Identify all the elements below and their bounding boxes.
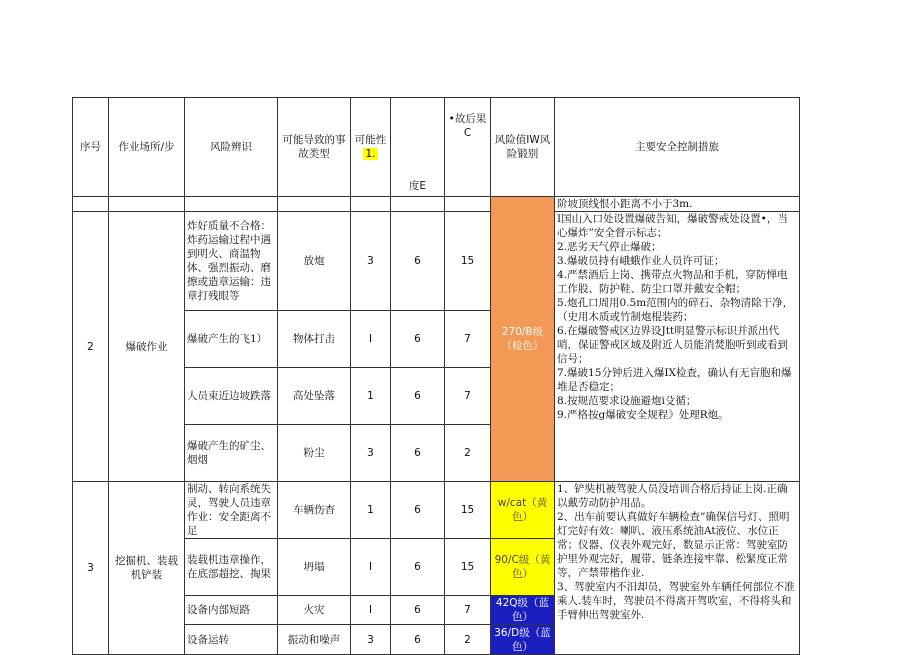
consequence-value: 15 xyxy=(445,539,491,596)
risk-text: 装载机违章操作，在底部超挖、掏果 xyxy=(185,539,278,596)
measure-item: I国山入口处设置爆破告知，爆破警戒处设置•，当心爆炸”安全督示标志； xyxy=(557,213,788,239)
level-badge: 90/C级（黄色） xyxy=(491,539,555,596)
site-name: 挖掘机、装载机铲装 xyxy=(109,482,185,655)
control-measures xyxy=(555,482,800,655)
measure-item: 5.炮孔口周用0.5m范围内的碎石、杂物清除干净，（史用木质或竹制炮棍装药； xyxy=(557,297,794,323)
likelihood-value: 1 xyxy=(351,482,391,539)
risk-text: 爆破产生的矿尘、烟烟 xyxy=(185,425,278,482)
measure-item: 8.按规范要求设施避炮i殳循； xyxy=(557,395,697,407)
accident-type: 坍塌 xyxy=(278,539,351,596)
likelihood-value: 3 xyxy=(351,212,391,311)
measure-item: 6.在爆破警戒区边界设Jtt明显警示标识并派出代哨，保证警戒区域及附近人员能消焚胞听到或看到信号； xyxy=(557,325,788,365)
accident-type: 放炮 xyxy=(278,212,351,311)
risk-text: 设备内部短路 xyxy=(185,596,278,625)
header-measures: 主要安全控制措旅 xyxy=(555,98,800,197)
accident-type: 物体打击 xyxy=(278,311,351,368)
header-likelihood-mark: 1. xyxy=(365,148,376,160)
likelihood-value: I xyxy=(351,311,391,368)
header-likelihood-label: 可能性 xyxy=(354,134,387,146)
note-row xyxy=(73,197,800,212)
consequence-value: 2 xyxy=(445,625,491,655)
exposure-value: 6 xyxy=(391,368,445,425)
likelihood-value: 3 xyxy=(351,625,391,655)
table-row xyxy=(73,212,800,311)
header-accident: 可能导致的事故类型 xyxy=(278,98,351,197)
exposure-value: 6 xyxy=(391,425,445,482)
accident-type: 振动和噪声 xyxy=(278,625,351,655)
row-number: 2 xyxy=(73,212,109,482)
consequence-value: 7 xyxy=(445,368,491,425)
header-no: 序号 xyxy=(73,98,109,197)
likelihood-value: I xyxy=(351,596,391,625)
header-risk: 风险辨识 xyxy=(185,98,278,197)
row-number: 3 xyxy=(73,482,109,655)
accident-type: 粉尘 xyxy=(278,425,351,482)
measure-item: 1、铲奘机被驾驶人员没培训合格后持证上岗.正确以戴劳动防护用品。 xyxy=(557,483,788,509)
risk-text: 炸好质量不合格：炸药运输过程中遇到明火、商温物体、强烈振动、磨擦或造章运输：违章打残眼等 xyxy=(185,212,278,311)
level-badge: 36/D级（蓝色） xyxy=(491,625,555,655)
header-row xyxy=(73,98,800,197)
measure-item: 2、出车前要认真做好车辆检查”确保信号灯、照明灯完好有效：喇叭、液压系统油At液位、水位正常；仪器、仪表外观完好，数显示正常：驾驶室防护里外观完好，履带、链条连接牢靠、松緊度正常等，产禁带楷作业. xyxy=(557,511,790,579)
measure-item: 7.爆破15分钟后进入爆IX检查，确认有无盲胞和爆堆是否稳定； xyxy=(557,367,792,393)
consequence-value: 7 xyxy=(445,311,491,368)
header-level: 风险值IW风险锻别 xyxy=(491,98,555,197)
level-badge: 42Q级（蓝色） xyxy=(491,596,555,625)
exposure-value: 6 xyxy=(391,596,445,625)
table-row xyxy=(73,482,800,539)
exposure-value: 6 xyxy=(391,625,445,655)
exposure-value: 6 xyxy=(391,482,445,539)
likelihood-value: I xyxy=(351,539,391,596)
accident-type: 火灾 xyxy=(278,596,351,625)
measure-item: 2.恶劣天气停止爆破； xyxy=(557,241,662,253)
measure-item: 3、驾驶室内不汨却员，驾驶室外车辆任何部位不准乘人.装车时，驾驶员不得离开驾吹室，不得将头和手臂伸出驾驶室外. xyxy=(557,581,795,621)
likelihood-value: 1 xyxy=(351,368,391,425)
risk-text: 制动、转向系统失灵，驾驶人员违章作业：安全距离不足 xyxy=(185,482,278,539)
top-note: 阶坡顶线恨小距离不小于3m. xyxy=(555,197,800,212)
consequence-value: 2 xyxy=(445,425,491,482)
control-measures xyxy=(555,212,800,482)
risk-text: 人员束近边坡跌落 xyxy=(185,368,278,425)
likelihood-value: 3 xyxy=(351,425,391,482)
header-consequence: •故后果C xyxy=(445,98,491,197)
header-likelihood xyxy=(351,98,391,197)
measure-item: 4.严禁酒后上岗、携带点火物品和手机，穿防惮电工作股、防护鞋、防尘口罩并戴安全帽； xyxy=(557,269,788,295)
accident-type: 高处坠落 xyxy=(278,368,351,425)
risk-table xyxy=(72,97,800,655)
header-exposure: 度E xyxy=(391,98,445,197)
consequence-value: 15 xyxy=(445,212,491,311)
risk-text: 爆破产生的飞1） xyxy=(185,311,278,368)
level-badge: 270/B级（检色） xyxy=(491,197,555,482)
site-name: 爆破作业 xyxy=(109,212,185,482)
measure-item: 9.严格按g爆破安全规程》处理R炮。 xyxy=(557,409,729,421)
exposure-value: 6 xyxy=(391,212,445,311)
level-badge: w/cat（黄色） xyxy=(491,482,555,539)
accident-type: 车辆伤杳 xyxy=(278,482,351,539)
consequence-value: 7 xyxy=(445,596,491,625)
consequence-value: 15 xyxy=(445,482,491,539)
header-site: 作业场所/步 xyxy=(109,98,185,197)
exposure-value: 6 xyxy=(391,311,445,368)
risk-text: 设备运转 xyxy=(185,625,278,655)
exposure-value: 6 xyxy=(391,539,445,596)
measure-item: 3.爆破员持有峨蛾作业人员许可证； xyxy=(557,255,725,267)
